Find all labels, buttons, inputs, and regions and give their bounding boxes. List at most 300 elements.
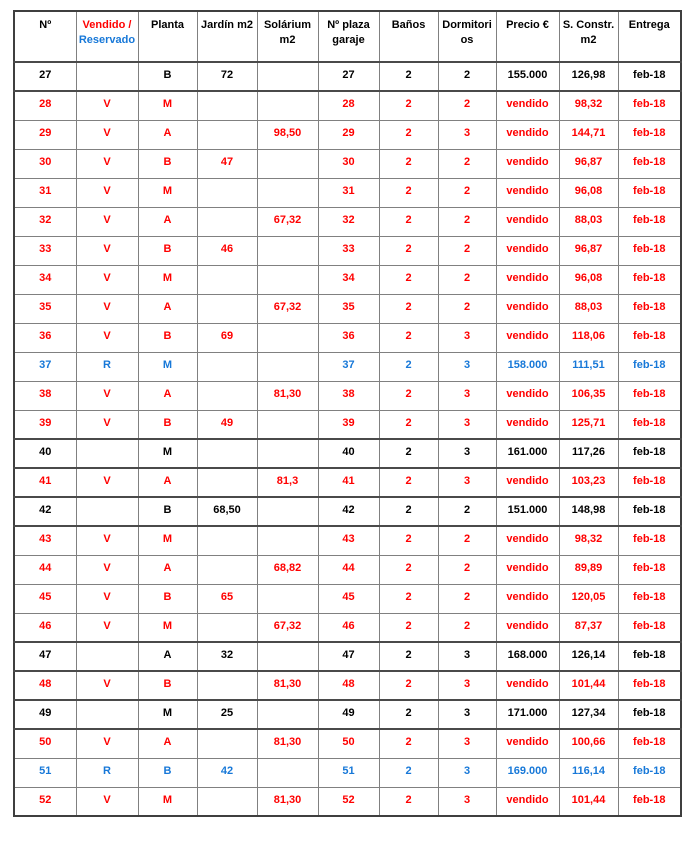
table-row — [14, 584, 681, 613]
cell-banos: 2 — [379, 265, 438, 294]
cell-banos: 2 — [379, 149, 438, 178]
cell-jardin: 69 — [197, 323, 257, 352]
cell-num: 30 — [14, 149, 76, 178]
cell-num: 44 — [14, 555, 76, 584]
cell-num: 45 — [14, 584, 76, 613]
cell-planta: B — [138, 497, 197, 526]
cell-dorm: 3 — [438, 758, 496, 787]
cell-jardin — [197, 381, 257, 410]
cell-entrega: feb-18 — [618, 62, 681, 91]
cell-precio: 158.000 — [496, 352, 559, 381]
cell-banos: 2 — [379, 323, 438, 352]
col-header-planta: Planta — [138, 11, 197, 62]
header-reservado-label: Reservado — [78, 33, 136, 46]
cell-banos: 2 — [379, 671, 438, 700]
col-header-superficie-construida: S. Constr. m2 — [559, 11, 618, 62]
cell-precio: vendido — [496, 178, 559, 207]
cell-sconstr: 148,98 — [559, 497, 618, 526]
cell-num: 29 — [14, 120, 76, 149]
cell-solarium: 98,50 — [257, 120, 318, 149]
cell-banos: 2 — [379, 758, 438, 787]
cell-sconstr: 96,87 — [559, 236, 618, 265]
cell-num: 36 — [14, 323, 76, 352]
cell-plaza: 27 — [318, 62, 379, 91]
table-row — [14, 294, 681, 323]
cell-solarium: 81,30 — [257, 787, 318, 816]
cell-planta: B — [138, 62, 197, 91]
cell-num: 32 — [14, 207, 76, 236]
cell-dorm: 2 — [438, 236, 496, 265]
cell-entrega: feb-18 — [618, 613, 681, 642]
cell-banos: 2 — [379, 91, 438, 120]
cell-entrega: feb-18 — [618, 787, 681, 816]
cell-estado: V — [76, 787, 138, 816]
cell-solarium: 67,32 — [257, 613, 318, 642]
cell-plaza: 44 — [318, 555, 379, 584]
cell-precio: vendido — [496, 149, 559, 178]
cell-jardin: 46 — [197, 236, 257, 265]
cell-banos: 2 — [379, 700, 438, 729]
cell-precio: 151.000 — [496, 497, 559, 526]
header-row — [14, 11, 681, 62]
cell-estado: V — [76, 120, 138, 149]
cell-entrega: feb-18 — [618, 120, 681, 149]
cell-solarium — [257, 497, 318, 526]
cell-sconstr: 96,87 — [559, 149, 618, 178]
cell-precio: vendido — [496, 236, 559, 265]
cell-jardin — [197, 265, 257, 294]
table-row — [14, 381, 681, 410]
table-row — [14, 642, 681, 671]
cell-estado: V — [76, 613, 138, 642]
cell-banos: 2 — [379, 410, 438, 439]
cell-solarium — [257, 758, 318, 787]
table-row — [14, 178, 681, 207]
cell-banos: 2 — [379, 207, 438, 236]
cell-solarium: 81,3 — [257, 468, 318, 497]
col-header-entrega: Entrega — [618, 11, 681, 62]
cell-estado: V — [76, 555, 138, 584]
cell-precio: vendido — [496, 526, 559, 555]
cell-estado: V — [76, 236, 138, 265]
cell-entrega: feb-18 — [618, 700, 681, 729]
cell-num: 35 — [14, 294, 76, 323]
cell-jardin: 47 — [197, 149, 257, 178]
cell-estado: V — [76, 178, 138, 207]
col-header-estado — [76, 11, 138, 62]
cell-precio: vendido — [496, 323, 559, 352]
cell-plaza: 40 — [318, 439, 379, 468]
cell-planta: A — [138, 642, 197, 671]
cell-entrega: feb-18 — [618, 410, 681, 439]
cell-planta: B — [138, 671, 197, 700]
cell-precio: 161.000 — [496, 439, 559, 468]
cell-dorm: 3 — [438, 642, 496, 671]
cell-dorm: 3 — [438, 120, 496, 149]
cell-planta: A — [138, 729, 197, 758]
table-row — [14, 700, 681, 729]
cell-entrega: feb-18 — [618, 526, 681, 555]
cell-estado: V — [76, 671, 138, 700]
cell-plaza: 43 — [318, 526, 379, 555]
cell-sconstr: 88,03 — [559, 207, 618, 236]
col-header-numero: Nº — [14, 11, 76, 62]
cell-precio: 171.000 — [496, 700, 559, 729]
cell-banos: 2 — [379, 729, 438, 758]
table-row — [14, 62, 681, 91]
cell-num: 49 — [14, 700, 76, 729]
cell-dorm: 2 — [438, 497, 496, 526]
cell-entrega: feb-18 — [618, 265, 681, 294]
cell-banos: 2 — [379, 584, 438, 613]
cell-solarium — [257, 323, 318, 352]
cell-planta: M — [138, 265, 197, 294]
cell-jardin: 72 — [197, 62, 257, 91]
col-header-precio: Precio € — [496, 11, 559, 62]
cell-solarium: 81,30 — [257, 381, 318, 410]
cell-solarium — [257, 526, 318, 555]
cell-jardin — [197, 91, 257, 120]
cell-planta: A — [138, 381, 197, 410]
table-row — [14, 468, 681, 497]
cell-jardin: 42 — [197, 758, 257, 787]
cell-entrega: feb-18 — [618, 758, 681, 787]
cell-jardin: 25 — [197, 700, 257, 729]
cell-jardin: 68,50 — [197, 497, 257, 526]
cell-dorm: 2 — [438, 265, 496, 294]
cell-entrega: feb-18 — [618, 497, 681, 526]
col-header-plaza-garaje: Nº plaza garaje — [318, 11, 379, 62]
cell-jardin — [197, 468, 257, 497]
cell-planta: B — [138, 758, 197, 787]
cell-num: 50 — [14, 729, 76, 758]
table-row — [14, 265, 681, 294]
cell-jardin — [197, 439, 257, 468]
cell-jardin — [197, 526, 257, 555]
cell-jardin — [197, 120, 257, 149]
cell-plaza: 34 — [318, 265, 379, 294]
cell-precio: vendido — [496, 584, 559, 613]
cell-dorm: 3 — [438, 671, 496, 700]
cell-dorm: 3 — [438, 381, 496, 410]
cell-num: 52 — [14, 787, 76, 816]
cell-dorm: 2 — [438, 91, 496, 120]
cell-banos: 2 — [379, 642, 438, 671]
cell-sconstr: 103,23 — [559, 468, 618, 497]
cell-plaza: 38 — [318, 381, 379, 410]
cell-dorm: 2 — [438, 555, 496, 584]
cell-dorm: 3 — [438, 410, 496, 439]
cell-estado: V — [76, 526, 138, 555]
cell-planta: M — [138, 178, 197, 207]
cell-entrega: feb-18 — [618, 439, 681, 468]
table-row — [14, 613, 681, 642]
cell-entrega: feb-18 — [618, 323, 681, 352]
cell-estado: V — [76, 294, 138, 323]
cell-solarium — [257, 642, 318, 671]
cell-estado — [76, 62, 138, 91]
cell-jardin: 65 — [197, 584, 257, 613]
table-row — [14, 91, 681, 120]
cell-planta: A — [138, 294, 197, 323]
cell-plaza: 35 — [318, 294, 379, 323]
cell-plaza: 42 — [318, 497, 379, 526]
cell-sconstr: 144,71 — [559, 120, 618, 149]
header-vendido-label: Vendido / — [82, 19, 132, 31]
cell-planta: B — [138, 584, 197, 613]
cell-sconstr: 100,66 — [559, 729, 618, 758]
cell-plaza: 32 — [318, 207, 379, 236]
cell-num: 27 — [14, 62, 76, 91]
cell-sconstr: 120,05 — [559, 584, 618, 613]
cell-estado — [76, 439, 138, 468]
cell-planta: M — [138, 439, 197, 468]
cell-planta: A — [138, 555, 197, 584]
cell-planta: M — [138, 700, 197, 729]
cell-precio: vendido — [496, 555, 559, 584]
cell-precio: vendido — [496, 410, 559, 439]
table-row — [14, 207, 681, 236]
cell-sconstr: 118,06 — [559, 323, 618, 352]
cell-estado: V — [76, 584, 138, 613]
cell-precio: vendido — [496, 729, 559, 758]
cell-dorm: 2 — [438, 584, 496, 613]
cell-planta: A — [138, 120, 197, 149]
cell-sconstr: 89,89 — [559, 555, 618, 584]
cell-banos: 2 — [379, 613, 438, 642]
cell-sconstr: 98,32 — [559, 526, 618, 555]
cell-num: 33 — [14, 236, 76, 265]
cell-estado: R — [76, 352, 138, 381]
table-row — [14, 323, 681, 352]
cell-dorm: 3 — [438, 787, 496, 816]
table-row — [14, 497, 681, 526]
cell-planta: M — [138, 91, 197, 120]
cell-plaza: 48 — [318, 671, 379, 700]
cell-entrega: feb-18 — [618, 294, 681, 323]
cell-precio: 169.000 — [496, 758, 559, 787]
cell-entrega: feb-18 — [618, 468, 681, 497]
col-header-banos: Baños — [379, 11, 438, 62]
cell-estado: V — [76, 729, 138, 758]
cell-estado — [76, 700, 138, 729]
cell-precio: 168.000 — [496, 642, 559, 671]
cell-entrega: feb-18 — [618, 352, 681, 381]
price-table — [13, 10, 682, 817]
cell-dorm: 2 — [438, 613, 496, 642]
col-header-solarium: Solárium m2 — [257, 11, 318, 62]
cell-sconstr: 87,37 — [559, 613, 618, 642]
cell-solarium — [257, 236, 318, 265]
cell-num: 46 — [14, 613, 76, 642]
cell-jardin: 49 — [197, 410, 257, 439]
cell-entrega: feb-18 — [618, 91, 681, 120]
cell-entrega: feb-18 — [618, 236, 681, 265]
cell-sconstr: 127,34 — [559, 700, 618, 729]
cell-plaza: 45 — [318, 584, 379, 613]
cell-dorm: 3 — [438, 729, 496, 758]
cell-num: 31 — [14, 178, 76, 207]
cell-solarium: 67,32 — [257, 207, 318, 236]
cell-precio: vendido — [496, 613, 559, 642]
cell-sconstr: 88,03 — [559, 294, 618, 323]
cell-sconstr: 101,44 — [559, 787, 618, 816]
cell-planta: M — [138, 613, 197, 642]
cell-banos: 2 — [379, 468, 438, 497]
cell-precio: vendido — [496, 787, 559, 816]
table-row — [14, 439, 681, 468]
table-row — [14, 236, 681, 265]
cell-dorm: 2 — [438, 526, 496, 555]
cell-banos: 2 — [379, 178, 438, 207]
cell-entrega: feb-18 — [618, 729, 681, 758]
cell-estado: V — [76, 149, 138, 178]
cell-entrega: feb-18 — [618, 207, 681, 236]
cell-estado: V — [76, 381, 138, 410]
cell-estado: V — [76, 468, 138, 497]
cell-plaza: 33 — [318, 236, 379, 265]
cell-jardin — [197, 178, 257, 207]
cell-dorm: 2 — [438, 62, 496, 91]
cell-jardin — [197, 352, 257, 381]
cell-num: 43 — [14, 526, 76, 555]
cell-dorm: 3 — [438, 439, 496, 468]
cell-entrega: feb-18 — [618, 584, 681, 613]
cell-solarium — [257, 91, 318, 120]
cell-dorm: 3 — [438, 323, 496, 352]
table-row — [14, 352, 681, 381]
cell-dorm: 2 — [438, 149, 496, 178]
cell-planta: A — [138, 468, 197, 497]
cell-planta: B — [138, 323, 197, 352]
cell-sconstr: 101,44 — [559, 671, 618, 700]
cell-jardin — [197, 555, 257, 584]
cell-sconstr: 96,08 — [559, 265, 618, 294]
cell-banos: 2 — [379, 555, 438, 584]
cell-plaza: 46 — [318, 613, 379, 642]
cell-solarium — [257, 410, 318, 439]
table-row — [14, 758, 681, 787]
cell-plaza: 28 — [318, 91, 379, 120]
cell-dorm: 2 — [438, 207, 496, 236]
cell-plaza: 31 — [318, 178, 379, 207]
cell-dorm: 3 — [438, 468, 496, 497]
cell-solarium — [257, 149, 318, 178]
cell-jardin: 32 — [197, 642, 257, 671]
cell-dorm: 2 — [438, 178, 496, 207]
cell-plaza: 29 — [318, 120, 379, 149]
cell-entrega: feb-18 — [618, 671, 681, 700]
table-row — [14, 149, 681, 178]
cell-estado: V — [76, 91, 138, 120]
cell-planta: M — [138, 526, 197, 555]
cell-sconstr: 98,32 — [559, 91, 618, 120]
cell-sconstr: 125,71 — [559, 410, 618, 439]
cell-precio: vendido — [496, 381, 559, 410]
cell-solarium — [257, 700, 318, 729]
cell-jardin — [197, 207, 257, 236]
cell-solarium — [257, 62, 318, 91]
cell-sconstr: 117,26 — [559, 439, 618, 468]
cell-plaza: 50 — [318, 729, 379, 758]
cell-entrega: feb-18 — [618, 178, 681, 207]
cell-precio: vendido — [496, 265, 559, 294]
col-header-dormitorios: Dormitorios — [438, 11, 496, 62]
cell-entrega: feb-18 — [618, 642, 681, 671]
cell-estado: V — [76, 410, 138, 439]
table-row — [14, 671, 681, 700]
cell-plaza: 37 — [318, 352, 379, 381]
cell-solarium — [257, 265, 318, 294]
cell-banos: 2 — [379, 294, 438, 323]
cell-estado: V — [76, 323, 138, 352]
cell-num: 42 — [14, 497, 76, 526]
cell-sconstr: 116,14 — [559, 758, 618, 787]
cell-plaza: 39 — [318, 410, 379, 439]
cell-planta: B — [138, 410, 197, 439]
cell-precio: vendido — [496, 91, 559, 120]
cell-jardin — [197, 294, 257, 323]
cell-solarium: 67,32 — [257, 294, 318, 323]
cell-plaza: 36 — [318, 323, 379, 352]
cell-precio: 155.000 — [496, 62, 559, 91]
cell-jardin — [197, 729, 257, 758]
cell-banos: 2 — [379, 120, 438, 149]
cell-planta: B — [138, 149, 197, 178]
cell-num: 28 — [14, 91, 76, 120]
cell-planta: B — [138, 236, 197, 265]
cell-solarium — [257, 352, 318, 381]
cell-dorm: 3 — [438, 352, 496, 381]
table-row — [14, 729, 681, 758]
cell-precio: vendido — [496, 120, 559, 149]
cell-precio: vendido — [496, 207, 559, 236]
cell-jardin — [197, 613, 257, 642]
cell-num: 37 — [14, 352, 76, 381]
cell-estado: R — [76, 758, 138, 787]
cell-plaza: 41 — [318, 468, 379, 497]
cell-jardin — [197, 671, 257, 700]
cell-solarium: 68,82 — [257, 555, 318, 584]
col-header-jardin: Jardín m2 — [197, 11, 257, 62]
cell-banos: 2 — [379, 62, 438, 91]
cell-num: 41 — [14, 468, 76, 497]
cell-dorm: 3 — [438, 700, 496, 729]
cell-solarium — [257, 584, 318, 613]
cell-plaza: 47 — [318, 642, 379, 671]
table-body — [14, 62, 681, 816]
cell-planta: A — [138, 207, 197, 236]
cell-planta: M — [138, 787, 197, 816]
cell-sconstr: 96,08 — [559, 178, 618, 207]
cell-jardin — [197, 787, 257, 816]
cell-num: 34 — [14, 265, 76, 294]
cell-estado — [76, 497, 138, 526]
cell-precio: vendido — [496, 671, 559, 700]
cell-sconstr: 111,51 — [559, 352, 618, 381]
cell-planta: M — [138, 352, 197, 381]
cell-banos: 2 — [379, 381, 438, 410]
cell-sconstr: 106,35 — [559, 381, 618, 410]
cell-num: 40 — [14, 439, 76, 468]
cell-banos: 2 — [379, 787, 438, 816]
cell-sconstr: 126,14 — [559, 642, 618, 671]
cell-entrega: feb-18 — [618, 149, 681, 178]
cell-banos: 2 — [379, 439, 438, 468]
cell-estado: V — [76, 265, 138, 294]
cell-num: 47 — [14, 642, 76, 671]
cell-solarium — [257, 439, 318, 468]
